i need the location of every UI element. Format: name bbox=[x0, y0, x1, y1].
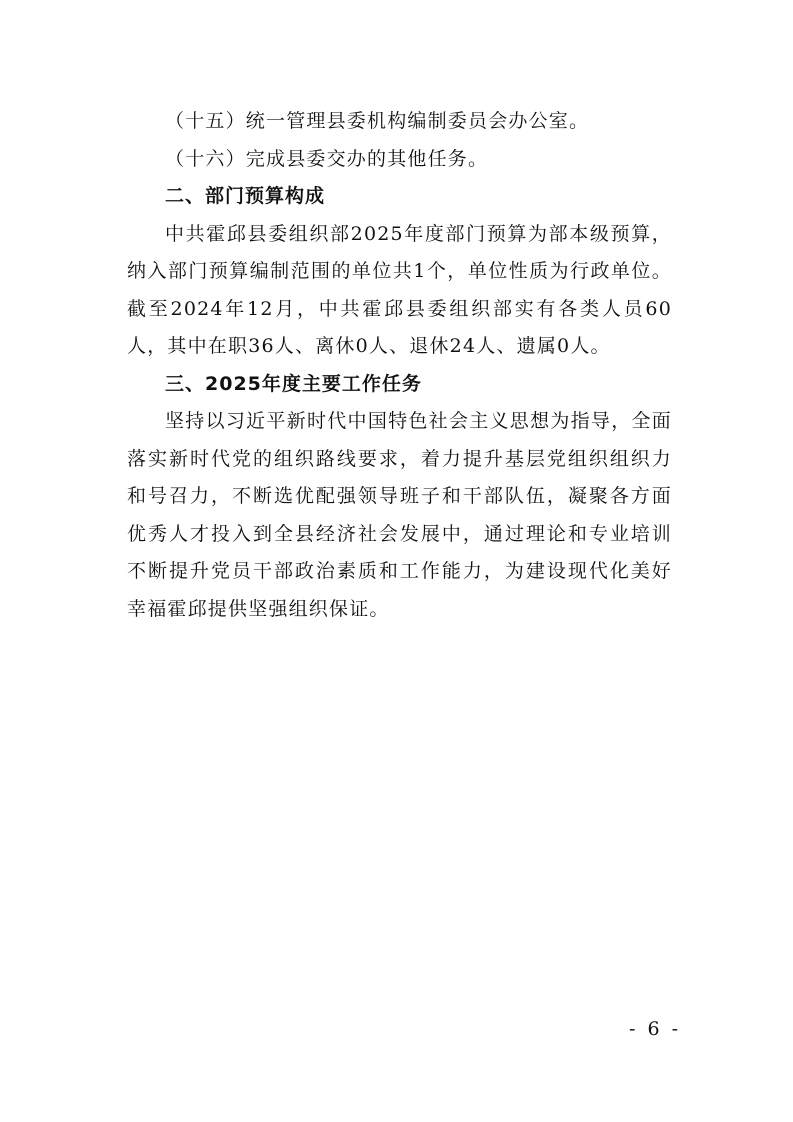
paragraph-item-16: （十六）完成县委交办的其他任务。 bbox=[165, 147, 489, 170]
page-number: - 6 - bbox=[628, 1018, 681, 1040]
document-body bbox=[127, 103, 672, 628]
section-heading-main-tasks: 三、2025年度主要工作任务 bbox=[165, 372, 422, 395]
paragraph-main-tasks: 坚持以习近平新时代中国特色社会主义思想为指导，全面落实新时代党的组织路线要求，着力提升基层党组织组织力和号召力，不断选优配强领导班子和干部队伍，凝聚各方面优秀人才投入到全县经济社会发展中，通过理论和专业培训不断提升党员干部政治素质和工作能力，为建设现代化美好幸福霍邱提供坚强组织保证。 bbox=[127, 410, 672, 620]
paragraph-budget-structure: 中共霍邱县委组织部2025年度部门预算为部本级预算，纳入部门预算编制范围的单位共1个，单位性质为行政单位。截至2024年12月，中共霍邱县委组织部实有各类人员60人，其中在职36人、离休0人、退休24人、遗属0人。 bbox=[127, 222, 672, 357]
paragraph-item-15: （十五）统一管理县委机构编制委员会办公室。 bbox=[165, 110, 590, 132]
section-heading-budget-structure: 二、部门预算构成 bbox=[165, 185, 326, 207]
